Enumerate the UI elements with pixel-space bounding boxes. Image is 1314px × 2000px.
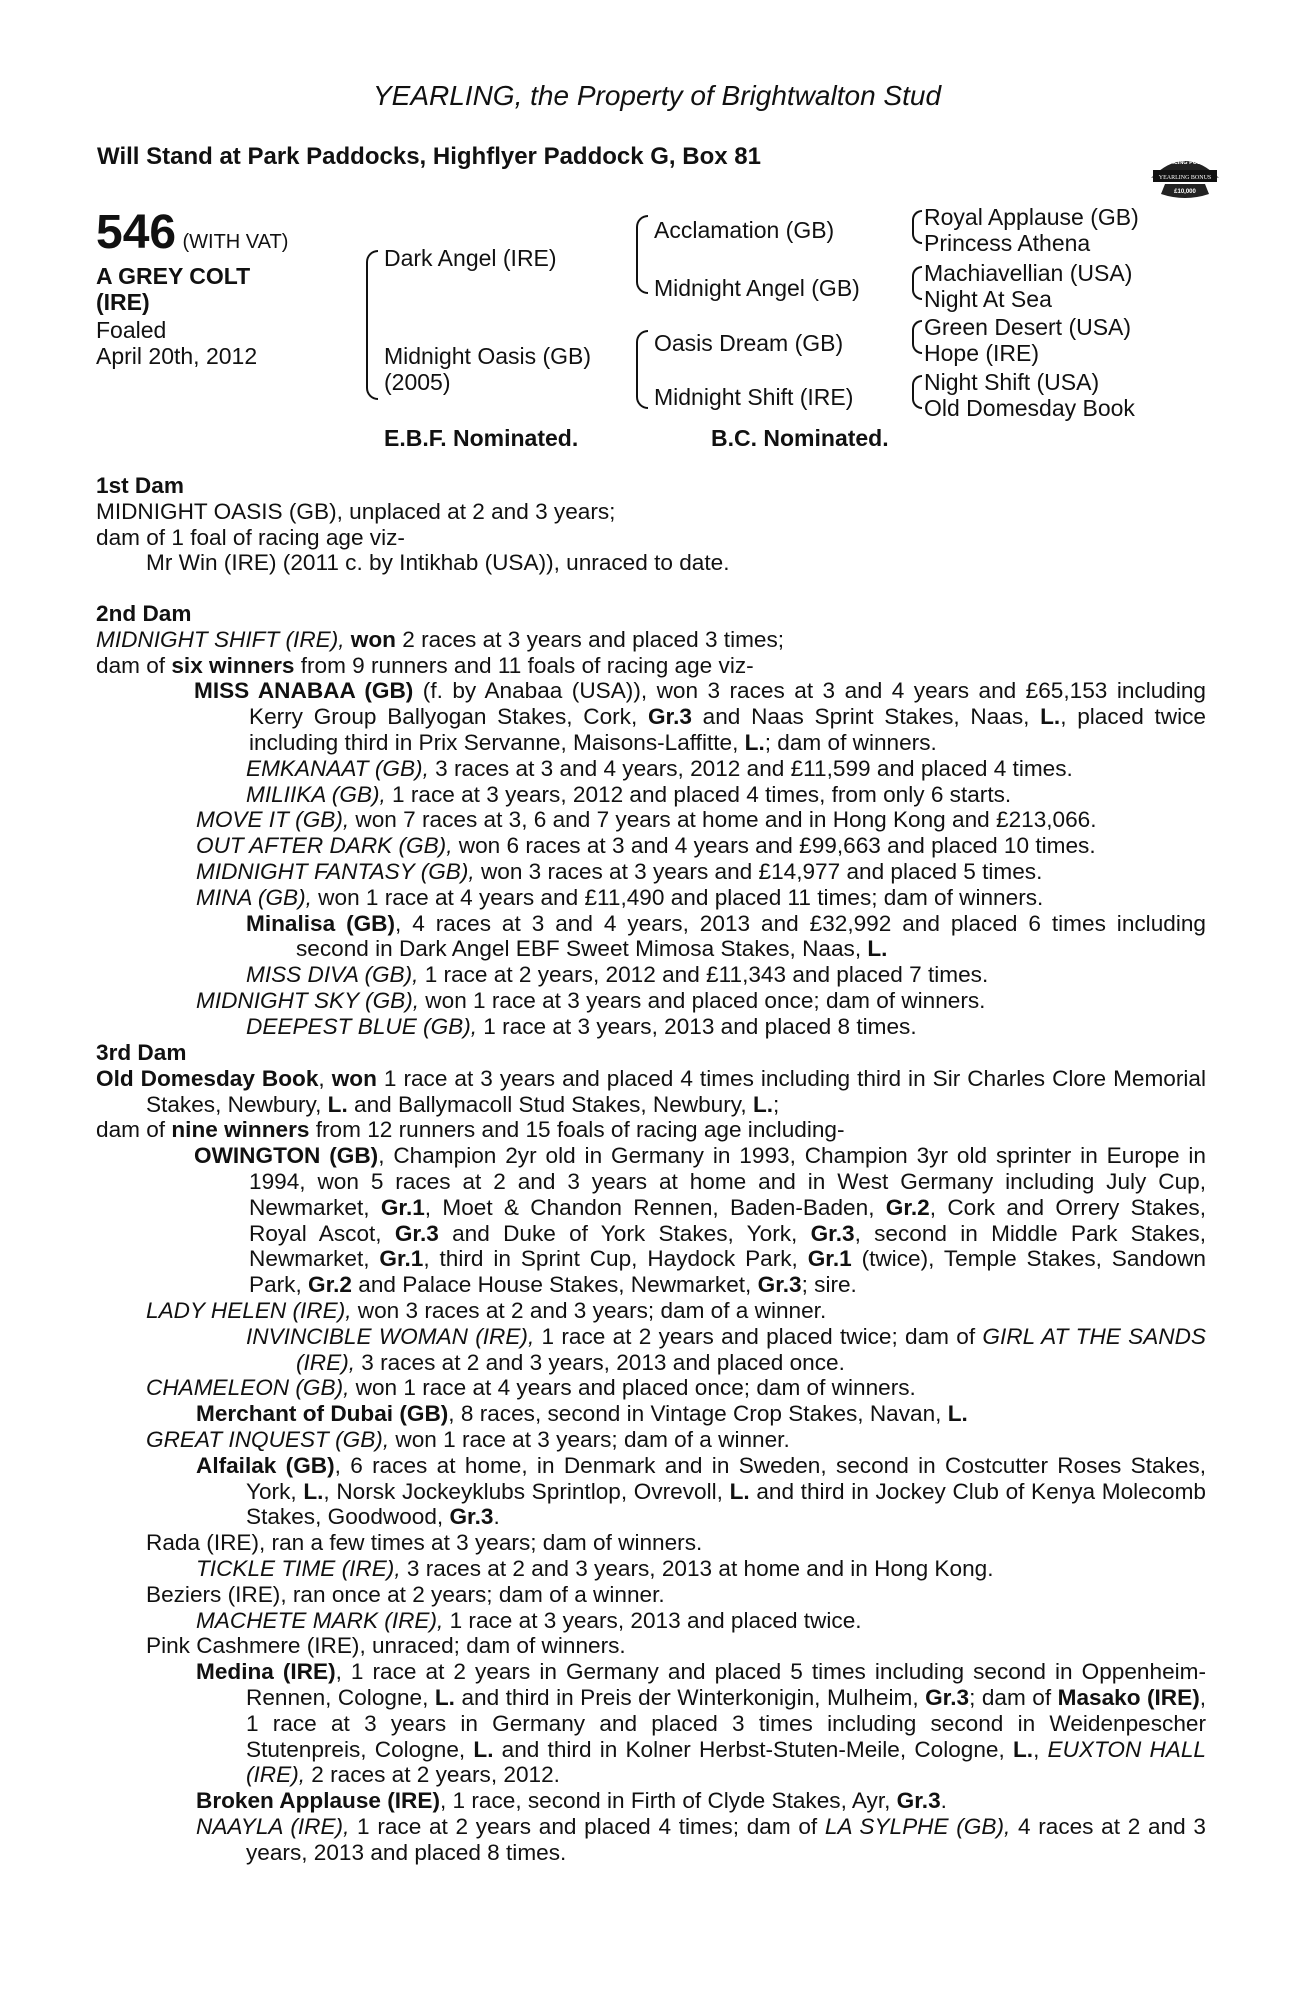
ebf-nominated: E.B.F. Nominated.: [384, 425, 579, 451]
third-dam-winners-line: dam of nine winners from 12 runners and 15 foals of racing age including-: [96, 1117, 845, 1143]
entry-move-it: MOVE IT (GB), won 7 races at 3, 6 and 7 years at home and in Hong Kong and £213,066.: [196, 807, 1097, 833]
ped-dam-year: (2005): [384, 369, 451, 395]
brace-ds: [912, 320, 922, 354]
entry-naayla: NAAYLA (IRE), 1 race at 2 years and placed 4 times; dam of LA SYLPHE (GB), 4 races at 2 and 3 years, 2013 and placed 8 times.: [196, 1813, 1206, 1865]
first-dam-line-2: dam of 1 foal of racing age viz-: [96, 524, 405, 550]
bc-nominated: B.C. Nominated.: [711, 425, 889, 451]
third-dam-section: [96, 1040, 1206, 1866]
ped-dam: Midnight Oasis (GB): [384, 343, 592, 369]
ped-sire: Dark Angel (IRE): [384, 245, 557, 271]
entry-mina: MINA (GB), won 1 race at 4 years and £11,490 and placed 11 times; dam of winners.: [196, 884, 1044, 910]
badge-amount: £10,000: [1174, 189, 1196, 195]
entry-owington: OWINGTON (GB), Champion 2yr old in Germany in 1993, Champion 3yr old sprinter in Europe in 1994, won 5 races at 2 and 3 years at home and in West Germany including July Cup, Newmarket, Gr.1, Moet & Chandon Rennen, Baden-Baden, Gr.2, Cork and Orrery Stakes, Royal Ascot, Gr.3 and Duke of York Stakes, York, Gr.3, second in Middle Park Stakes, Newmarket, Gr.1, third in Sprint Cup, Haydock Park, Gr.1 (twice), Temple Stakes, Sandown Park, Gr.2 and Palace House Stakes, Newmarket, Gr.3; sire.: [194, 1143, 1207, 1298]
brace-dam: [636, 330, 648, 409]
first-dam-line-1: MIDNIGHT OASIS (GB), unplaced at 2 and 3 years;: [96, 498, 616, 524]
entry-merchant-of-dubai: Merchant of Dubai (GB), 8 races, second in Vintage Crop Stakes, Navan, L.: [196, 1401, 968, 1427]
entry-medina: Medina (IRE), 1 race at 2 years in Germany and placed 5 times including second in Oppenheim-Rennen, Cologne, L. and third in Preis der Winterkonigin, Mulheim, Gr.3; dam of Masako (IRE), 1 race at 3 years in Germany and placed 3 times including second in Weidenpescher Stutenpreis, Cologne, L. and third in Kolner Herbst-Stuten-Meile, Cologne, L., EUXTON HALL (IRE), 2 races at 2 years, 2012.: [196, 1659, 1206, 1788]
brace-ss: [912, 210, 922, 244]
entry-midnight-fantasy: MIDNIGHT FANTASY (GB), won 3 races at 3 years and £14,977 and placed 5 times.: [196, 858, 1043, 884]
lot-number-line: [96, 205, 288, 260]
ped-dds: Night Shift (USA): [924, 369, 1100, 395]
lot-vat: (WITH VAT): [182, 231, 289, 253]
ped-ss: Acclamation (GB): [654, 217, 835, 243]
lot-number: 546: [96, 206, 177, 259]
entry-chameleon: CHAMELEON (GB), won 1 race at 4 years and placed once; dam of winners.: [146, 1375, 916, 1401]
entry-rada: Rada (IRE), ran a few times at 3 years; dam of winners.: [146, 1530, 703, 1556]
entry-miss-diva: MISS DIVA (GB), 1 race at 2 years, 2012 and £11,343 and placed 7 times.: [246, 962, 989, 988]
first-dam-section: [96, 473, 1206, 576]
entry-tickle-time: TICKLE TIME (IRE), 3 races at 2 and 3 years, 2013 at home and in Hong Kong.: [196, 1555, 994, 1581]
second-dam-line-1: MIDNIGHT SHIFT (IRE), won 2 races at 3 years and placed 3 times;: [96, 626, 785, 652]
brace-sire: [636, 215, 648, 294]
entry-great-inquest: GREAT INQUEST (GB), won 1 race at 3 years; dam of a winner.: [146, 1426, 790, 1452]
entry-midnight-sky: MIDNIGHT SKY (GB), won 1 race at 3 years and placed once; dam of winners.: [196, 987, 986, 1013]
entry-broken-applause: Broken Applause (IRE), 1 race, second in Firth of Clyde Stakes, Ayr, Gr.3.: [196, 1788, 947, 1814]
lot-desc-2: (IRE): [96, 289, 150, 315]
entry-alfailak: Alfailak (GB), 6 races at home, in Denmark and in Sweden, second in Costcutter Roses Stakes, York, L., Norsk Jockeyklubs Sprintlop, Ovrevoll, L. and third in Jockey Club of Kenya Molecomb Stakes, Goodwood, Gr.3.: [196, 1452, 1206, 1530]
badge-mid: YEARLING BONUS: [1158, 175, 1212, 181]
entry-miss-anabaa: MISS ANABAA (GB) (f. by Anabaa (USA)), won 3 races at 3 and 4 years and £65,153 including Kerry Group Ballyogan Stakes, Cork, Gr.3 and Naas Sprint Stakes, Naas, L., placed twice including third in Prix Servanne, Maisons-Laffitte, L.; dam of winners.: [194, 678, 1206, 755]
ped-sds: Machiavellian (USA): [924, 260, 1133, 286]
ped-dsd: Hope (IRE): [924, 340, 1040, 366]
second-dam-line-2: dam of six winners from 9 runners and 11 foals of racing age viz-: [96, 652, 754, 678]
entry-deepest-blue: DEEPEST BLUE (GB), 1 race at 3 years, 2013 and placed 8 times.: [246, 1013, 917, 1039]
ped-ddd: Old Domesday Book: [924, 395, 1135, 421]
entry-machete-mark: MACHETE MARK (IRE), 1 race at 3 years, 2013 and placed twice.: [196, 1607, 862, 1633]
lot-desc-1: A GREY COLT: [96, 263, 251, 289]
first-dam-line-3: Mr Win (IRE) (2011 c. by Intikhab (USA)), unraced to date.: [146, 550, 730, 576]
ped-dss: Green Desert (USA): [924, 314, 1132, 340]
ped-dd: Midnight Shift (IRE): [654, 384, 854, 410]
entry-emkanaat: EMKANAAT (GB), 3 races at 3 and 4 years, 2012 and £11,599 and placed 4 times.: [246, 755, 1073, 781]
stand-location: Will Stand at Park Paddocks, Highflyer Paddock G, Box 81: [97, 143, 761, 170]
page-title: YEARLING, the Property of Brightwalton Stud: [372, 80, 942, 111]
second-dam-heading: 2nd Dam: [96, 601, 192, 626]
ped-sd: Midnight Angel (GB): [654, 275, 860, 301]
entry-invincible-woman: INVINCIBLE WOMAN (IRE), 1 race at 2 years and placed twice; dam of GIRL AT THE SANDS (IRE), 3 races at 2 and 3 years, 2013 and placed once.: [246, 1323, 1206, 1375]
entry-lady-helen: LADY HELEN (IRE), won 3 races at 2 and 3 years; dam of a winner.: [146, 1297, 827, 1323]
brace-dd: [912, 375, 922, 409]
yearling-bonus-badge-icon: [1147, 148, 1223, 200]
ped-sdd: Night At Sea: [924, 286, 1052, 312]
third-dam-heading: 3rd Dam: [96, 1040, 187, 1065]
entry-pink-cashmere: Pink Cashmere (IRE), unraced; dam of winners.: [146, 1633, 626, 1659]
badge-top: RACING POST: [1165, 160, 1205, 166]
entry-beziers: Beziers (IRE), ran once at 2 years; dam of a winner.: [146, 1581, 665, 1607]
entry-old-domesday-book: Old Domesday Book, won 1 race at 3 years and placed 4 times including third in Sir Charles Clore Memorial Stakes, Newbury, L. and Ballymacoll Stud Stakes, Newbury, L.;: [96, 1065, 1206, 1117]
ped-sss: Royal Applause (GB): [924, 204, 1139, 230]
entry-miliika: MILIIKA (GB), 1 race at 3 years, 2012 and placed 4 times, from only 6 starts.: [246, 781, 1012, 807]
lot-date: April 20th, 2012: [96, 343, 258, 369]
brace-gen1: [366, 250, 378, 400]
lot-foaled: Foaled: [96, 317, 167, 343]
brace-sd: [912, 266, 922, 300]
first-dam-heading: 1st Dam: [96, 473, 184, 498]
second-dam-section: [96, 601, 1206, 1040]
ped-ds: Oasis Dream (GB): [654, 330, 844, 356]
entry-out-after-dark: OUT AFTER DARK (GB), won 6 races at 3 and 4 years and £99,663 and placed 10 times.: [196, 833, 1096, 859]
ped-ssd: Princess Athena: [924, 230, 1091, 256]
entry-minalisa: Minalisa (GB), 4 races at 3 and 4 years, 2013 and £32,992 and placed 6 times including second in Dark Angel EBF Sweet Mimosa Stakes, Naas, L.: [246, 910, 1206, 962]
